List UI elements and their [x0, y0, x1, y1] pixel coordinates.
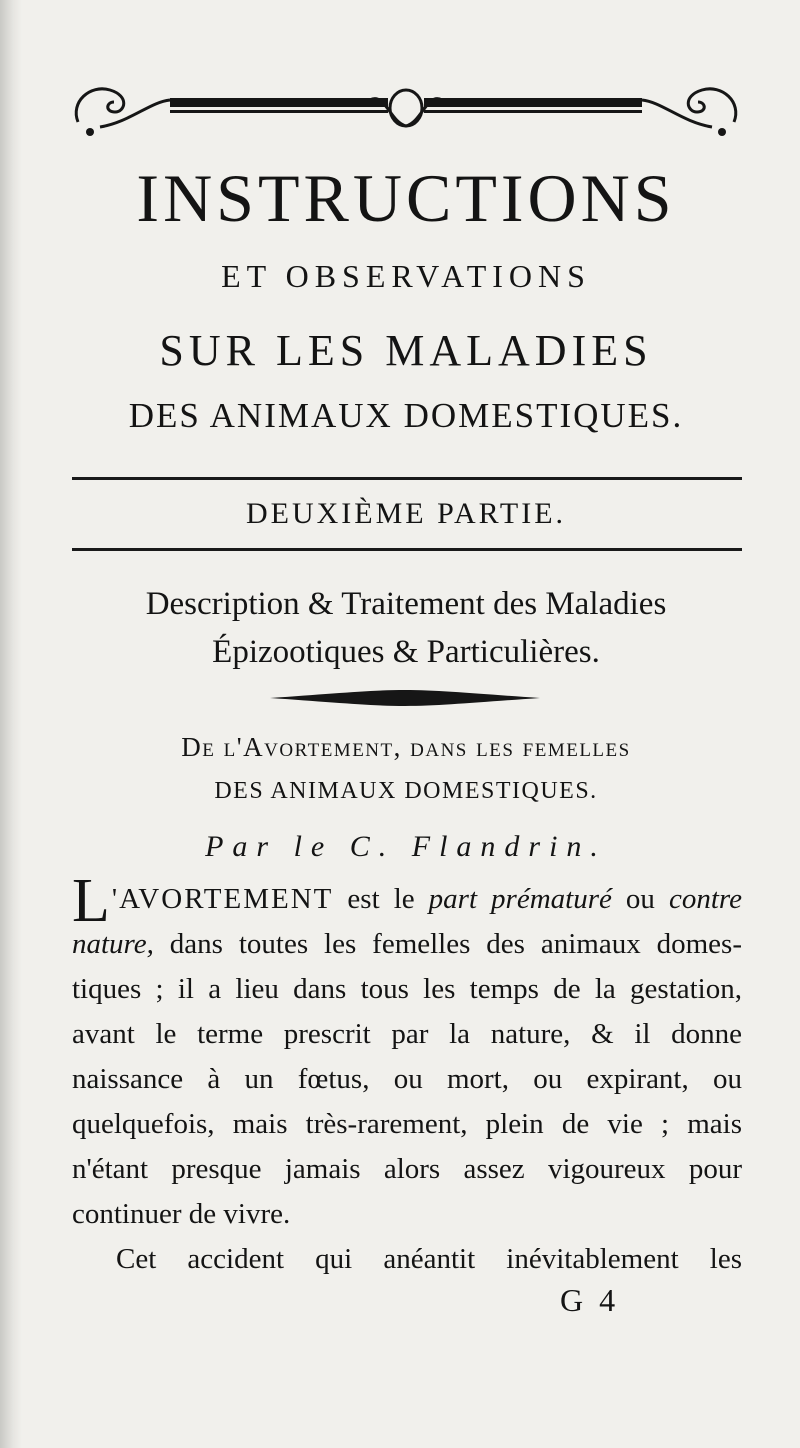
divider-rule-top [72, 477, 742, 480]
title-main: INSTRUCTIONS [136, 160, 676, 236]
page-edge-shadow [0, 0, 22, 1448]
body-text-run: dans toutes les femelles des animaux domes- [153, 928, 742, 960]
title-line-4: DES ANIMAUX DOMESTIQUES. [128, 396, 684, 435]
body-line-6: quelquefois, mais très-rarement, plein de vie ; mais [72, 1108, 742, 1140]
subtitle-line-2: Épizootiques & Particulières. [212, 634, 600, 670]
signature-mark: G 4 [560, 1282, 620, 1318]
ornamental-header-band [70, 72, 742, 142]
section-heading-line-2: DES ANIMAUX DOMESTIQUES. [214, 778, 598, 804]
body-italic: contre [668, 883, 742, 915]
title-line-2: ET OBSERVATIONS [221, 258, 591, 294]
body-line-3: tiques ; il a lieu dans tous les temps de la gestation, [72, 973, 742, 1005]
body-line-4: avant le terme prescrit par la nature, & il donne [72, 1018, 742, 1050]
divider-rule-bottom [72, 548, 742, 551]
ornamental-dash [270, 688, 540, 708]
body-line-7: n'étant presque jamais alors assez vigoureux pour [72, 1153, 742, 1185]
body-line-2 [72, 922, 742, 967]
drop-cap: L [72, 867, 110, 935]
body-text-run: est le [333, 883, 429, 915]
body-line-1 [72, 867, 742, 935]
part-heading: DEUXIÈME PARTIE. [245, 497, 567, 530]
body-text [72, 867, 742, 1282]
subtitle-line-1: Description & Traitement des Maladies [145, 586, 667, 622]
body-line-8: continuer de vivre. [72, 1198, 291, 1230]
author-byline: Par le C. Flandrin. [205, 830, 607, 863]
body-italic: part prématuré [428, 883, 612, 915]
body-small-caps: 'AVORTEMENT [111, 883, 334, 915]
section-heading-line-1: De l'Avortement, dans les femelles [181, 732, 631, 762]
title-line-3: SUR LES MALADIES [159, 326, 653, 375]
body-text-run: ou [611, 883, 669, 915]
body-italic: nature, [72, 928, 154, 960]
body-line-5: naissance à un fœtus, ou mort, ou expirant, ou [72, 1063, 742, 1095]
body-line-9: Cet accident qui anéantit inévitablement les [116, 1243, 742, 1275]
